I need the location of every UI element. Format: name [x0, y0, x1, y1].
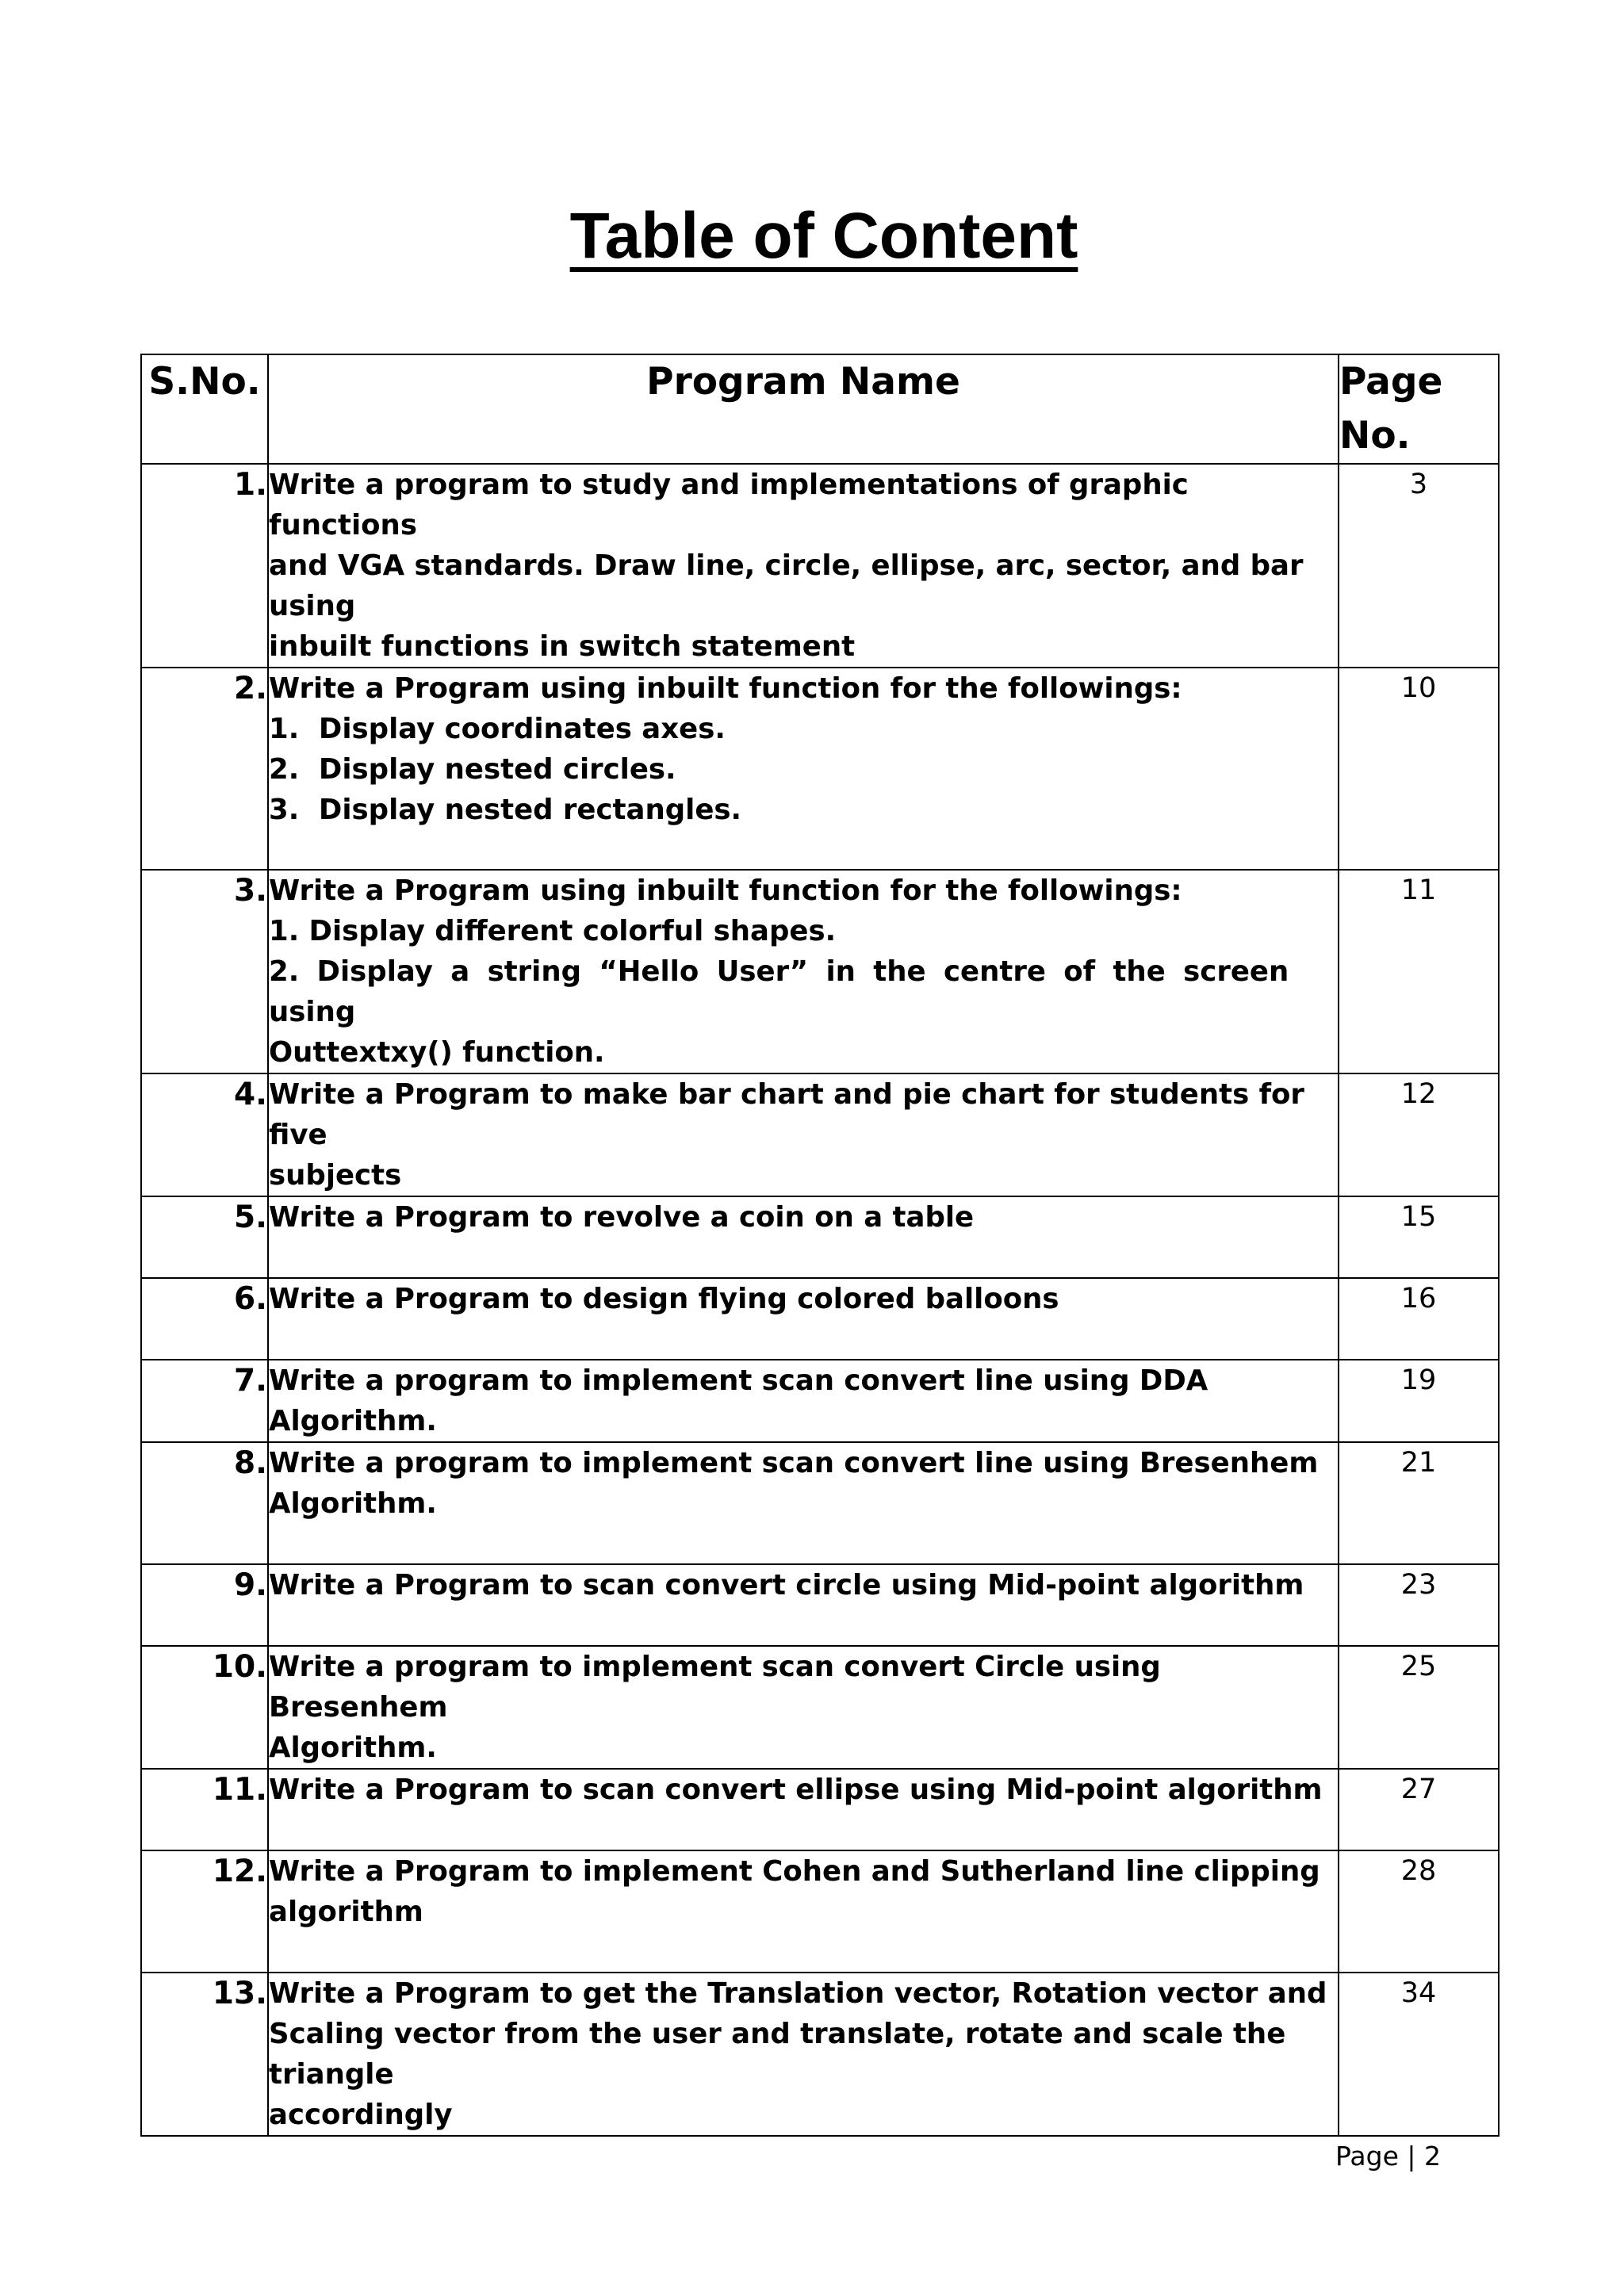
table-row	[141, 1850, 1499, 1973]
row-text-line: Write a Program to get the Translation vector, Rotation vector and	[269, 1977, 1327, 2010]
header-program-name: Program Name	[268, 354, 1339, 464]
row-text-line: algorithm	[269, 1896, 423, 1928]
row-text-line: Algorithm.	[269, 1732, 437, 1764]
row-subitem: 3. Display nested rectangles.	[269, 794, 742, 826]
row-sno: 10.	[141, 1646, 268, 1769]
header-page-no	[1339, 354, 1499, 464]
row-sno: 13.	[141, 1973, 268, 2136]
row-page-no: 10	[1339, 668, 1499, 870]
row-program-name	[268, 1769, 1339, 1850]
row-page-no: 16	[1339, 1278, 1499, 1360]
row-text-line: Write a Program to make bar chart and pie chart for students for five	[269, 1078, 1304, 1151]
row-text-line: Write a Program to scan convert circle using Mid-point algorithm	[269, 1569, 1304, 1601]
row-sno: 11.	[141, 1769, 268, 1850]
row-program-name	[268, 464, 1339, 668]
header-page-line2: No.	[1339, 414, 1411, 457]
row-text-line: Write a program to implement scan convert line using DDA Algorithm.	[269, 1364, 1208, 1437]
row-text-line: Write a Program to design flying colored balloons	[269, 1283, 1059, 1315]
row-text-line: and VGA standards. Draw line, circle, ellipse, arc, sector, and bar using	[269, 549, 1304, 622]
row-page-no: 28	[1339, 1850, 1499, 1973]
row-program-name	[268, 1073, 1339, 1196]
row-subitem: 1. Display different colorful shapes.	[269, 915, 837, 947]
table-row	[141, 1442, 1499, 1564]
row-page-no: 21	[1339, 1442, 1499, 1564]
row-sno: 6.	[141, 1278, 268, 1360]
row-subitem: 2. Display a string “Hello User” in the centre of the screen using	[269, 955, 1289, 1028]
table-row	[141, 870, 1499, 1073]
page-title: Table of Content	[569, 200, 1078, 272]
row-text-line: Write a Program to implement Cohen and Sutherland line clipping	[269, 1855, 1320, 1888]
table-row	[141, 1278, 1499, 1360]
row-subitem: Outtextxy() function.	[269, 1036, 605, 1069]
row-page-no: 11	[1339, 870, 1499, 1073]
row-program-name	[268, 870, 1339, 1073]
row-page-no: 25	[1339, 1646, 1499, 1769]
row-program-name	[268, 1360, 1339, 1442]
table-row	[141, 668, 1499, 870]
row-program-name	[268, 1442, 1339, 1564]
row-sno: 9.	[141, 1564, 268, 1646]
table-row	[141, 1564, 1499, 1646]
row-sno: 8.	[141, 1442, 268, 1564]
row-page-no: 34	[1339, 1973, 1499, 2136]
row-program-name	[268, 1973, 1339, 2136]
row-program-name	[268, 668, 1339, 870]
row-program-name	[268, 1278, 1339, 1360]
header-page-line1: Page	[1339, 360, 1443, 404]
page-footer: Page | 2	[1335, 2141, 1441, 2172]
row-sno: 3.	[141, 870, 268, 1073]
table-row	[141, 1196, 1499, 1278]
row-sno: 4.	[141, 1073, 268, 1196]
row-text-line: Write a program to study and implementations of graphic functions	[269, 469, 1189, 541]
row-page-no: 23	[1339, 1564, 1499, 1646]
row-program-name	[268, 1564, 1339, 1646]
table-of-contents	[140, 354, 1500, 2137]
row-program-name	[268, 1196, 1339, 1278]
row-sno: 5.	[141, 1196, 268, 1278]
row-page-no: 27	[1339, 1769, 1499, 1850]
row-text-line: Write a Program to revolve a coin on a table	[269, 1201, 975, 1234]
row-subitem: 2. Display nested circles.	[269, 753, 676, 786]
table-header-row	[141, 354, 1499, 464]
row-subitem: 1. Display coordinates axes.	[269, 713, 726, 745]
row-page-no: 3	[1339, 464, 1499, 668]
row-text-line: Scaling vector from the user and translate, rotate and scale the triangle	[269, 2018, 1286, 2091]
row-program-name	[268, 1850, 1339, 1973]
row-page-no: 15	[1339, 1196, 1499, 1278]
table-row	[141, 464, 1499, 668]
row-text-line: Write a program to implement scan convert Circle using Bresenhem	[269, 1651, 1161, 1724]
table-row	[141, 1073, 1499, 1196]
row-text-line: Write a Program to scan convert ellipse using Mid-point algorithm	[269, 1774, 1323, 1806]
row-text-line: subjects	[269, 1159, 402, 1192]
table-row	[141, 1646, 1499, 1769]
table-row	[141, 1769, 1499, 1850]
row-text-line: accordingly	[269, 2099, 453, 2131]
row-text-line: inbuilt functions in switch statement	[269, 630, 856, 663]
row-text-line: Algorithm.	[269, 1487, 437, 1520]
row-sno: 2.	[141, 668, 268, 870]
table-row	[141, 1973, 1499, 2136]
row-page-no: 12	[1339, 1073, 1499, 1196]
row-sno: 1.	[141, 464, 268, 668]
table-row	[141, 1360, 1499, 1442]
row-text-line: Write a Program using inbuilt function for the followings:	[269, 874, 1182, 907]
row-text-line: Write a program to implement scan convert line using Bresenhem	[269, 1447, 1319, 1479]
row-sno: 12.	[141, 1850, 268, 1973]
row-page-no: 19	[1339, 1360, 1499, 1442]
header-sno: S.No.	[141, 354, 268, 464]
row-program-name	[268, 1646, 1339, 1769]
row-text-line: Write a Program using inbuilt function for the followings:	[269, 672, 1182, 705]
row-sno: 7.	[141, 1360, 268, 1442]
